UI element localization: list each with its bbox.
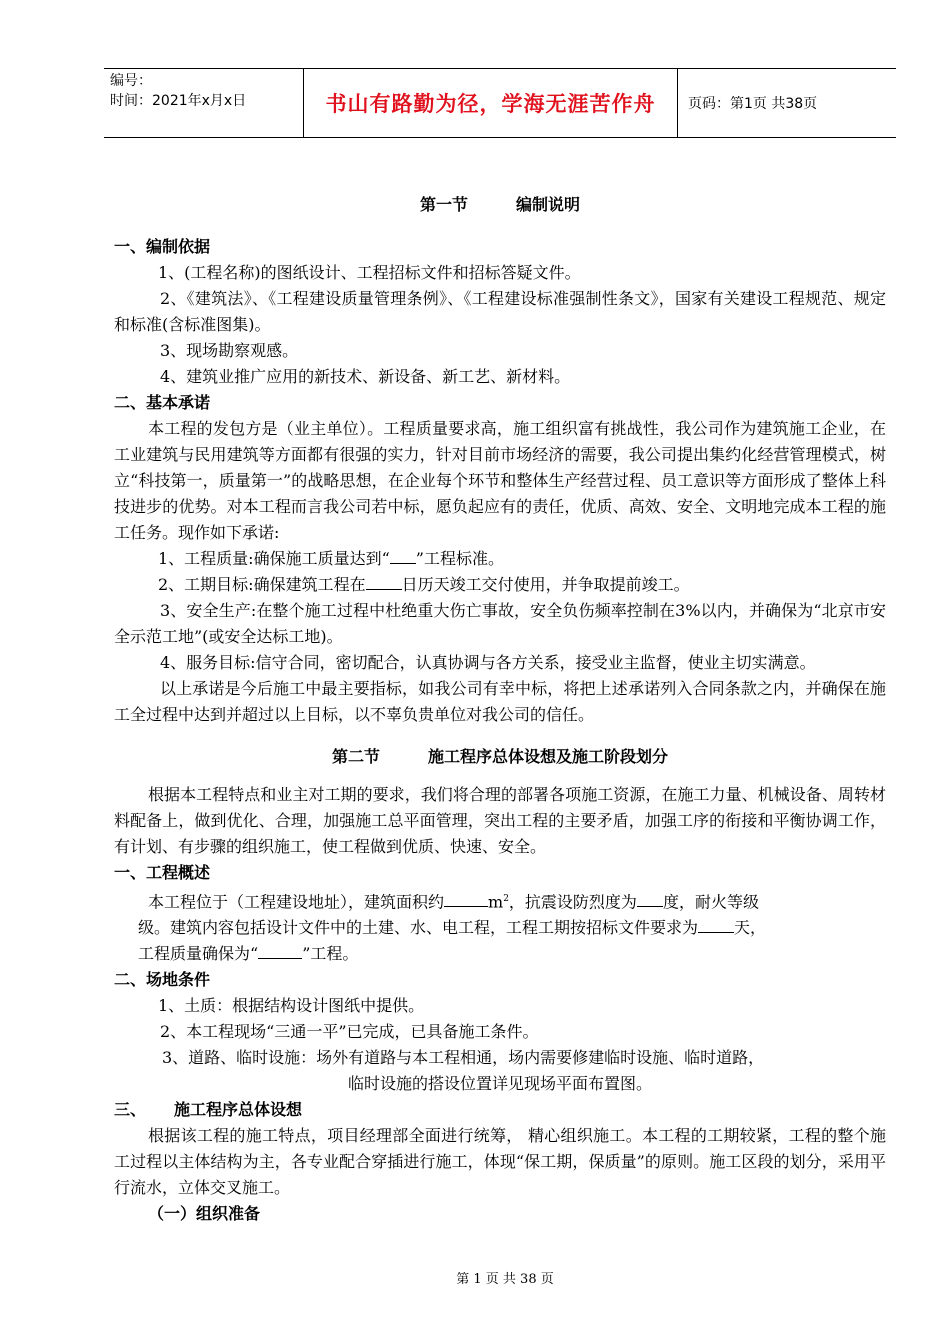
commitment-2: 2、工期目标:确保建筑工程在 日历天竣工交付使用，并争取提前竣工。 bbox=[158, 575, 690, 594]
blank-field bbox=[637, 890, 663, 907]
site-item-3: 3、道路、临时设施：场外有道路与本工程相通，场内需要修建临时设施、临时道路， bbox=[162, 1048, 765, 1068]
heading-organization: （一）组织准备 bbox=[148, 1204, 261, 1224]
section-name: 施工程序总体设想及施工阶段划分 bbox=[428, 747, 669, 766]
commitment-3: 3、安全生产:在整个施工过程中杜绝重大伤亡事故，安全负伤频率控制在3%以内，并确保为“北京市安全示范工地”(或安全达标工地)。 bbox=[114, 601, 886, 646]
overview-line-2: 级。建筑内容包括设计文件中的土建、水、电工程，工程工期按招标文件要求为 天， bbox=[138, 918, 767, 938]
header-page-label: 页码：第1页 共38页 bbox=[688, 96, 818, 112]
section-1-title bbox=[114, 192, 886, 218]
section-2-intro: 根据本工程特点和业主对工期的要求，我们将合理的部署各项施工资源，在施工力量、机械设备、周转材料配备上，做到优化、合理，加强施工总平面管理，突出工程的主要矛盾，加强工序的衔接和平衡协调工作，有计划、有步骤的组织施工，使工程做到优质、快速、安全。 bbox=[114, 785, 886, 856]
section-2-title bbox=[114, 744, 886, 770]
section-name: 编制说明 bbox=[516, 195, 581, 214]
site-item-3-cont: 临时设施的搭设位置详见现场平面布置图。 bbox=[347, 1074, 652, 1094]
blank-field bbox=[366, 573, 402, 590]
page-header bbox=[104, 68, 896, 138]
heading-overview: 一、工程概述 bbox=[114, 863, 211, 882]
blank-field bbox=[258, 942, 302, 959]
code-label: 编号： bbox=[110, 73, 152, 89]
blank-field bbox=[444, 890, 488, 907]
document-body bbox=[114, 192, 886, 1227]
basis-item-4: 4、建筑业推广应用的新技术、新设备、新工艺、新材料。 bbox=[160, 367, 571, 386]
heading-basis: 一、编制依据 bbox=[114, 237, 211, 256]
basis-item-2: 2、《建筑法》、《工程建设质量管理条例》、《工程建设标准强制性条文》，国家有关建设工程规范、规定和标准(含标准图集)。 bbox=[114, 289, 886, 334]
heading-site: 二、场地条件 bbox=[114, 970, 211, 990]
blank-field bbox=[390, 547, 416, 564]
commitment-intro: 本工程的发包方是（业主单位）。工程质量要求高，施工组织富有挑战性，我公司作为建筑施工企业，在工业建筑与民用建筑等方面都有很强的实力，针对目前市场经济的需要，我公司提出集约化经营管理模式，树立“科技第一，质量第一”的战略思想，在企业每个环节和整体生产经营过程、员工意识等方面形成了整体上科技进步的优势。对本工程而言我公司若中标，愿负起应有的责任，优质、高效、安全、文明地完成本工程的施工任务。现作如下承诺: bbox=[114, 419, 886, 542]
commitment-1: 1、工程质量:确保施工质量达到“ ”工程标准。 bbox=[158, 549, 504, 568]
page-footer bbox=[0, 1268, 950, 1287]
blank-field bbox=[698, 916, 734, 933]
heading-overall-plan: 三、 施工程序总体设想 bbox=[114, 1100, 303, 1120]
section-number: 第一节 bbox=[419, 195, 468, 214]
section-number: 第二节 bbox=[331, 747, 380, 766]
commitment-closing: 以上承诺是今后施工中最主要指标，如我公司有幸中标，将把上述承诺列入合同条款之内，并确保在施工全过程中达到并超过以上目标，以不辜负贵单位对我公司的信任。 bbox=[114, 679, 886, 724]
time-label: 时间：2021年x月x日 bbox=[110, 93, 247, 109]
footer-page-number: 第 1 页 共 38 页 bbox=[456, 1272, 554, 1287]
overall-plan-text: 根据该工程的施工特点，项目经理部全面进行统筹， 精心组织施工。本工程的工期较紧，工程的整个施工过程以主体结构为主，各专业配合穿插进行施工，体现“保工期，保质量”的原则。施工区段的划分，采用平行流水，立体交叉施工。 bbox=[114, 1126, 886, 1198]
header-meta bbox=[104, 69, 304, 137]
overview-line-1: 本工程位于（工程建设地址），建筑面积约 $m^2$，抗震设防烈度为 度，耐火等级 bbox=[148, 892, 759, 912]
header-motto: 书山有路勤为径，学海无涯苦作舟 bbox=[304, 69, 678, 137]
site-item-2: 2、本工程现场“三通一平”已完成，已具备施工条件。 bbox=[160, 1022, 539, 1042]
basis-item-3: 3、现场勘察观感。 bbox=[160, 341, 299, 360]
heading-commitment: 二、基本承诺 bbox=[114, 393, 211, 412]
commitment-4: 4、服务目标:信守合同，密切配合，认真协调与各方关系，接受业主监督，使业主切实满意。 bbox=[160, 653, 816, 672]
overview-line-3: 工程质量确保为“ ”工程。 bbox=[138, 944, 359, 964]
site-item-1: 1、土质：根据结构设计图纸中提供。 bbox=[158, 996, 425, 1016]
basis-item-1: 1、(工程名称)的图纸设计、工程招标文件和招标答疑文件。 bbox=[158, 263, 581, 282]
